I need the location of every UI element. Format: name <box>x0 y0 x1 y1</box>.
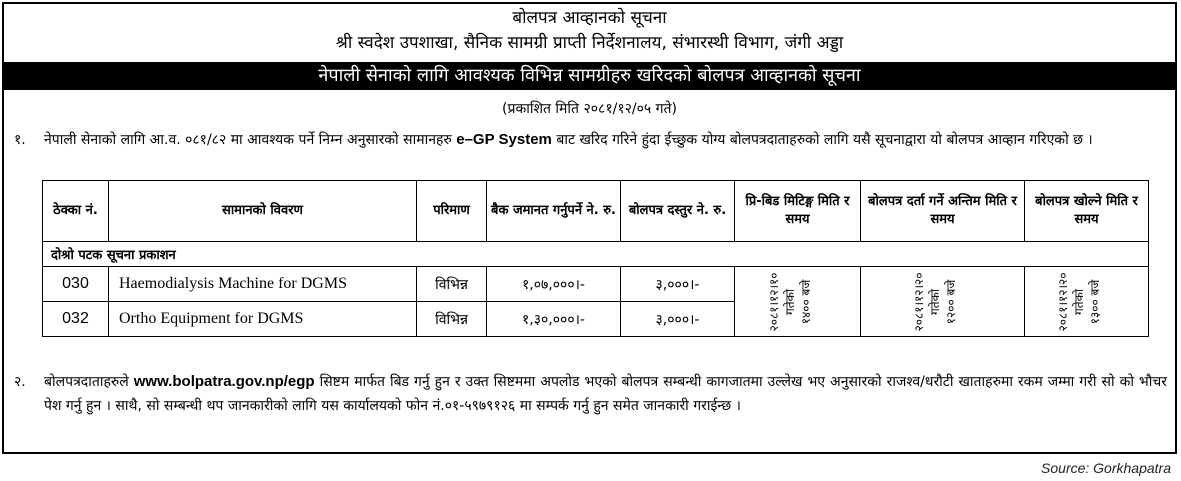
section-row <box>43 242 1149 267</box>
header-opening: बोलपत्र खोल्ने मिति र समय <box>1025 181 1149 242</box>
tender-table <box>42 180 1149 337</box>
row-contract-no: 032 <box>43 302 109 337</box>
header-description: सामानको विवरण <box>109 181 417 242</box>
header-contract-no: ठेक्का नं. <box>43 181 109 242</box>
submission-date: २०८१।१२।२० <box>911 271 926 332</box>
row-quantity: विभिन्न <box>417 267 487 302</box>
row-quantity: विभिन्न <box>417 302 487 337</box>
header-quantity: परिमाण <box>417 181 487 242</box>
paragraph-2-text-b: सिष्टम मार्फत बिड गर्नु हुन र उक्त सिष्टममा अपलोड भएको बोलपत्र सम्बन्धी कागजातमा उल्लेख भए अनुसारको राजश्व/धरौटी खाताहरुमा रकम जम्मा गरी सो को भौचर पेश गर्नु हुन । साथै, सो सम्बन्धी थप जानकारीको लागि यस कार्यालयको फोन नं.०१-५९७९१२६ मा सम्पर्क गर्नु हुन समेत जानकारी गराईन्छ । <box>44 374 1168 414</box>
row-description: Ortho Equipment for DGMS <box>109 302 417 337</box>
paragraph-2-text <box>44 370 1167 418</box>
table-row <box>43 267 1149 302</box>
notice-banner: नेपाली सेनाको लागि आवश्यक विभिन्न सामग्रीहरु खरिदको बोलपत्र आव्हानको सूचना <box>4 62 1175 90</box>
section-label: दोश्रो पटक सूचना प्रकाशन <box>43 242 1149 267</box>
header-bank-guarantee: बैक जमानत गर्नुपर्ने ने. रु. <box>487 181 621 242</box>
paragraph-2 <box>14 370 1167 418</box>
row-fee: ३,०००।- <box>621 302 735 337</box>
opening-time: १३०० बजे <box>1087 279 1102 324</box>
header-submission: बोलपत्र दर्ता गर्ने अन्तिम मिति र समय <box>861 181 1025 242</box>
paragraph-2-text-a: बोलपत्रदाताहरुले <box>44 374 129 390</box>
row-fee: ३,०००।- <box>621 267 735 302</box>
prebid-cell <box>735 267 861 337</box>
header-prebid: प्रि-बिड मिटिङ्ग मिति र समय <box>735 181 861 242</box>
paragraph-1-text-a: नेपाली सेनाको लागि आ.व. ०८१/८२ मा आवश्यक पर्ने निम्न अनुसारको सामानहरु <box>44 132 452 148</box>
notice-subtitle: श्री स्वदेश उपशाखा, सैनिक सामग्री प्राप्ती निर्देशनालय, संभारस्थी विभाग, जंगी अड्डा <box>335 33 844 53</box>
row-description: Haemodialysis Machine for DGMS <box>109 267 417 302</box>
tender-notice <box>2 2 1177 454</box>
prebid-gate: गतेको <box>782 288 797 315</box>
published-date: (प्रकाशित मिति २०८१/१२/०५ गते) <box>502 101 677 117</box>
prebid-time: १४०० बजे <box>798 279 813 324</box>
header-fee: बोलपत्र दस्तुर ने. रु. <box>621 181 735 242</box>
submission-gate: गतेको <box>927 288 942 315</box>
notice-title: बोलपत्र आव्हानको सूचना <box>512 8 667 28</box>
table-header-row <box>43 181 1149 242</box>
paragraph-2-number: २. <box>14 374 26 390</box>
row-contract-no: 030 <box>43 267 109 302</box>
opening-gate: गतेको <box>1071 288 1086 315</box>
row-bank-guarantee: १,३०,०००।- <box>487 302 621 337</box>
paragraph-1 <box>14 128 1167 152</box>
egp-system-label: e–GP System <box>456 131 552 148</box>
row-bank-guarantee: १,०७,०००।- <box>487 267 621 302</box>
paragraph-1-text-b: बाट खरिद गरिने हुंदा ईच्छुक योग्य बोलपत्रदाताहरुको लागि यसै सूचनाद्वारा यो बोलपत्र आव्हान गरिएको छ । <box>556 132 1093 148</box>
paragraph-1-text <box>44 128 1167 152</box>
bolpatra-url: www.bolpatra.gov.np/egp <box>133 373 315 390</box>
opening-cell <box>1025 267 1149 337</box>
opening-date: २०८१।१२।२० <box>1055 271 1070 332</box>
submission-time: १२०० बजे <box>943 279 958 324</box>
paragraph-1-number: १. <box>14 132 26 148</box>
prebid-date: २०८१।१२।१० <box>766 271 781 332</box>
submission-cell <box>861 267 1025 337</box>
source-credit: Source: Gorkhapatra <box>1041 460 1171 476</box>
